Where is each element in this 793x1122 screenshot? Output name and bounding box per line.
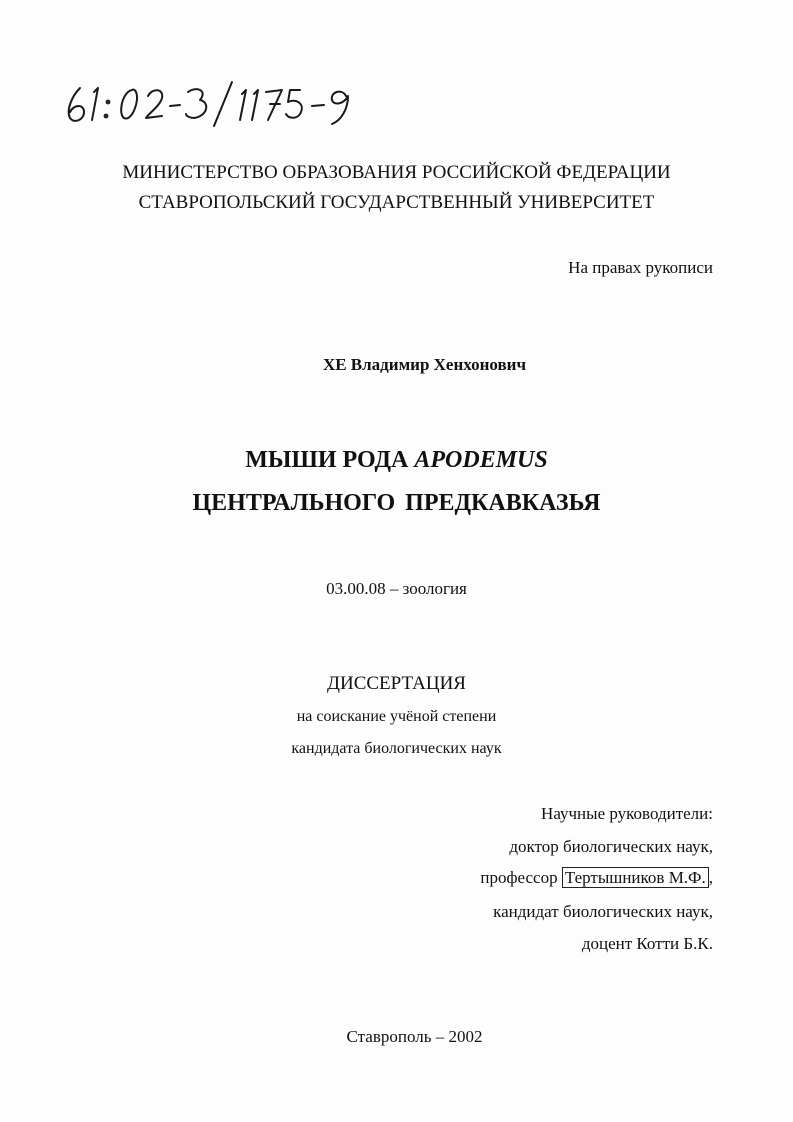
supervisor-2-degree: кандидат биологических наук, [493, 902, 713, 921]
supervisor-1-title [480, 868, 713, 888]
document-type: ДИССЕРТАЦИЯ [327, 673, 466, 694]
title-genus: APODEMUS [414, 447, 548, 473]
dissertation-title-line-1 [0, 447, 793, 474]
title-prefix: МЫШИ РОДА [245, 447, 415, 473]
supervisor-1-comma: , [708, 868, 713, 887]
author-name: ХЕ Владимир Хенхонович [322, 355, 527, 374]
handwritten-number-drawing [62, 74, 372, 130]
degree-line-2: кандидата биологических наук [291, 740, 502, 757]
university-heading: СТАВРОПОЛЬСКИЙ ГОСУДАРСТВЕННЫЙ УНИВЕРСИТЕТ [138, 192, 655, 213]
supervisor-1-rank: профессор [480, 868, 562, 887]
supervisors-heading: Научные руководители: [541, 804, 713, 823]
dissertation-title-line-2: ЦЕНТРАЛЬНОГО ПРЕДКАВКАЗЬЯ [192, 490, 601, 516]
supervisor-1-name: Тертышников М.Ф. [562, 867, 709, 888]
supervisor-1-degree: доктор биологических наук, [509, 837, 713, 856]
ministry-heading: МИНИСТЕРСТВО ОБРАЗОВАНИЯ РОССИЙСКОЙ ФЕДЕРАЦИИ [122, 162, 671, 183]
manuscript-rights-note: На правах рукописи [568, 258, 713, 277]
city-and-year: Ставрополь – 2002 [346, 1027, 483, 1046]
archive-handwritten-mark [62, 74, 372, 130]
specialty-code: 03.00.08 – зоология [326, 579, 467, 598]
supervisor-2-name: доцент Котти Б.К. [581, 934, 713, 953]
degree-line-1: на соискание учёной степени [296, 708, 497, 725]
